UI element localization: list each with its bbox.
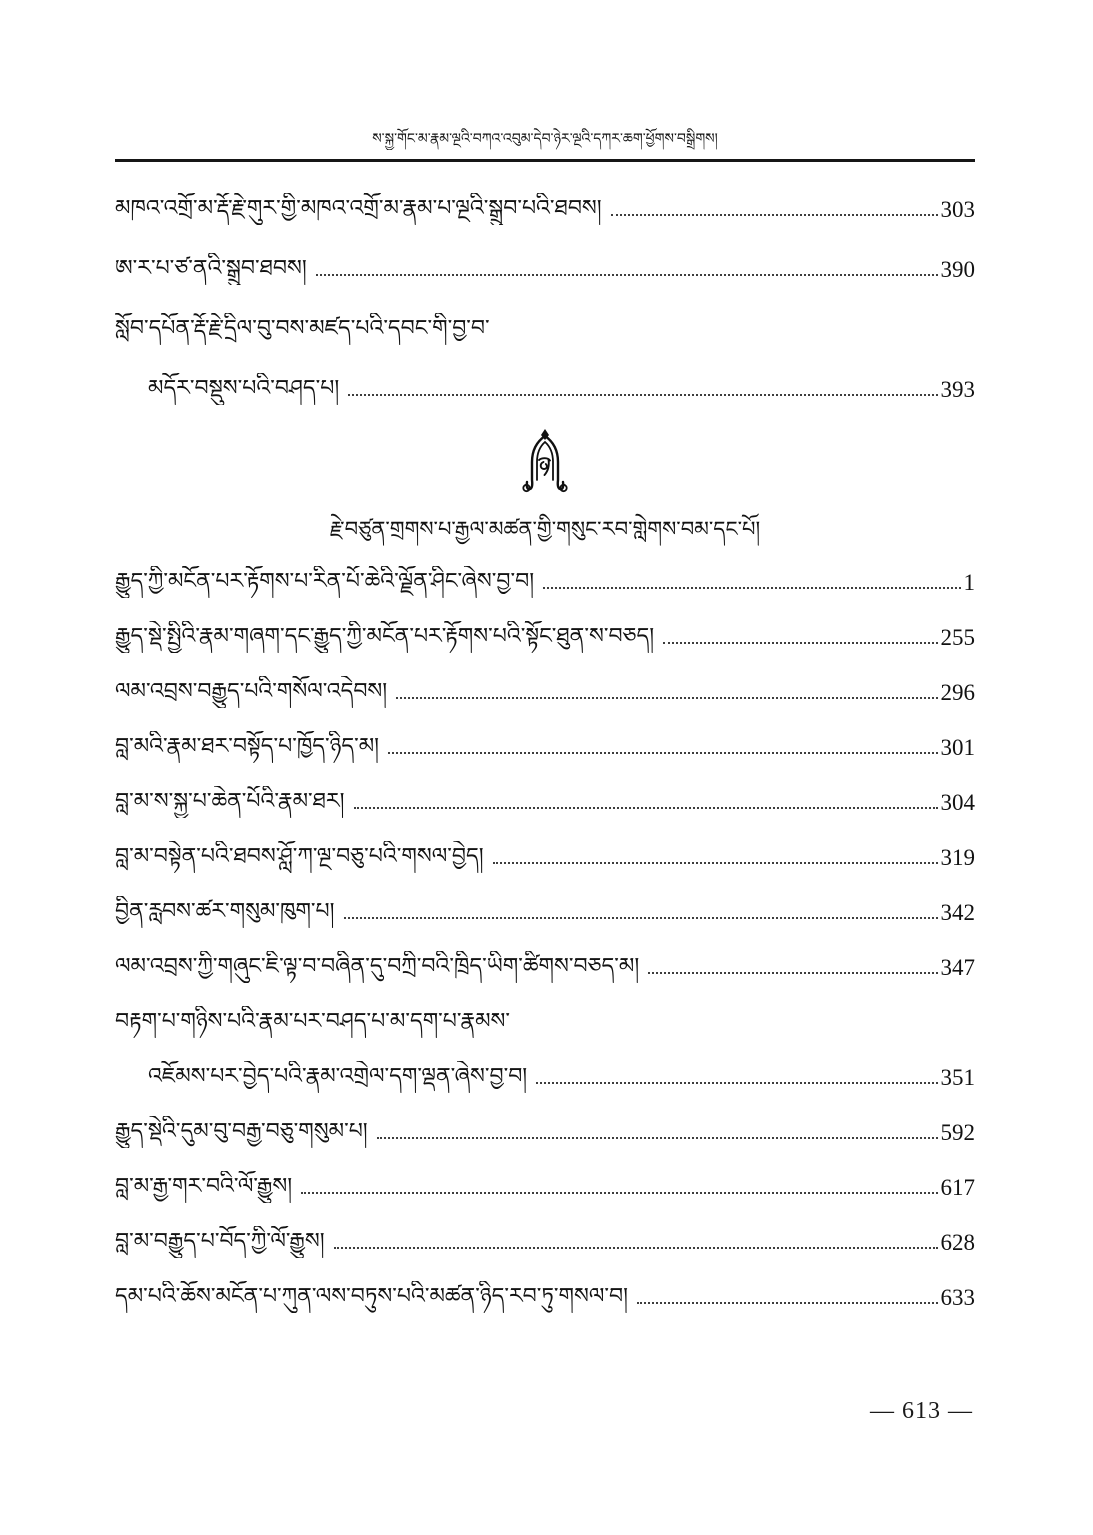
toc-entry-row — [115, 1222, 975, 1258]
toc-page-number: 393 — [940, 377, 975, 402]
folio-number: — 613 — — [870, 1398, 973, 1424]
dot-leader — [648, 972, 937, 974]
toc-entry-row — [115, 1002, 975, 1038]
running-header-text: ས་སྐྱ་གོང་མ་རྣམ་ལྔའི་བཀའ་འབུམ་དེབ་ཉེར་ལྔའི་དཀར་ཆག་ཕྱོགས་བསྒྲིགས། — [372, 131, 718, 147]
dot-leader — [316, 274, 938, 276]
toc-entry-row — [115, 248, 975, 285]
toc-page-number: 347 — [940, 955, 975, 980]
toc-entry-row — [115, 368, 975, 405]
toc-entry-title: སློབ་དཔོན་རྡོ་རྗེ་དྲིལ་བུ་བས་མཛད་པའི་དབང་གི་བྱ་བ་ — [115, 316, 490, 342]
toc-entry-title: བརྟག་པ་གཉིས་པའི་རྣམ་པར་བཤད་པ་མ་དག་པ་རྣམས་ — [115, 1009, 511, 1035]
toc-entry-title: ལམ་འབྲས་ཀྱི་གཞུང་ཇི་ལྟ་བ་བཞིན་དུ་བཀྲི་བའི་ཁྲིད་ཡིག་ཚིགས་བཅད་མ། — [115, 954, 640, 980]
dot-leader — [344, 917, 938, 919]
toc-page-number: 592 — [940, 1120, 975, 1145]
page-content — [115, 0, 975, 1332]
volume-divider — [115, 428, 975, 498]
running-header — [115, 128, 975, 150]
toc-volume-list — [115, 562, 975, 1313]
toc-page-number: 617 — [940, 1175, 975, 1200]
toc-page-number: 342 — [940, 900, 975, 925]
toc-entry-title: བླ་མ་བསྟེན་པའི་ཐབས་ཤློ་ཀ་ལྔ་བཅུ་པའི་གསལ་བྱེད། — [115, 844, 484, 870]
dot-leader — [354, 807, 938, 809]
toc-page-number: 296 — [940, 680, 975, 705]
toc-entry-title: ཨ་ར་པ་ཙ་ནའི་སྒྲུབ་ཐབས། — [115, 256, 307, 282]
toc-entry-title: བླ་མ་ས་སྐྱ་པ་ཆེན་པོའི་རྣམ་ཐར། — [115, 789, 345, 815]
toc-entry-title: ལམ་འབྲས་བརྒྱུད་པའི་གསོལ་འདེབས། — [115, 679, 388, 705]
dot-leader — [663, 642, 937, 644]
toc-entry-row — [115, 1167, 975, 1203]
dot-leader — [348, 394, 937, 396]
toc-page-number: 255 — [940, 625, 975, 650]
toc-entry-row — [115, 308, 975, 345]
toc-entry-title: རྒྱུད་སྡེ་སྤྱིའི་རྣམ་གཞག་དང་རྒྱུད་ཀྱི་མངོན་པར་རྟོགས་པའི་སྟོང་ཐུན་ས་བཅད། — [115, 624, 655, 650]
toc-entry-row — [115, 188, 975, 225]
toc-entry-title: བླ་མའི་རྣམ་ཐར་བསྟོད་པ་ཁྱོད་ཉིད་མ། — [115, 734, 380, 760]
dot-leader — [637, 1302, 938, 1304]
toc-page-number: 303 — [940, 197, 975, 222]
toc-entry-row — [115, 617, 975, 653]
toc-entry-row — [115, 1057, 975, 1093]
toc-page-number: 319 — [940, 845, 975, 870]
toc-entry-row — [115, 562, 975, 598]
toc-page-number: 628 — [940, 1230, 975, 1255]
toc-entry-row — [115, 1112, 975, 1148]
toc-entry-row — [115, 782, 975, 818]
dot-leader — [493, 862, 938, 864]
dot-leader — [543, 587, 960, 589]
volume-title-text: རྗེ་བཙུན་གྲགས་པ་རྒྱལ་མཚན་གྱི་གསུང་རབ་གླེགས་བམ་དང་པོ། — [329, 517, 761, 541]
toc-page-number: 390 — [940, 257, 975, 282]
toc-entry-row — [115, 892, 975, 928]
toc-page-number: 1 — [963, 570, 975, 595]
toc-page-number: 304 — [940, 790, 975, 815]
toc-entry-title: རྒྱུད་ཀྱི་མངོན་པར་རྟོགས་པ་རིན་པོ་ཆེའི་ལྗོན་ཤིང་ཞེས་བྱ་བ། — [115, 569, 535, 595]
toc-entry-title: མདོར་བསྡུས་པའི་བཤད་པ། — [148, 376, 340, 402]
toc-entry-title: མཁའ་འགྲོ་མ་རྡོ་རྗེ་གུར་གྱི་མཁའ་འགྲོ་མ་རྣམ་པ་ལྔའི་སྒྲུབ་པའི་ཐབས། — [115, 196, 602, 222]
toc-entry-row — [115, 947, 975, 983]
toc-entry-title: བླ་མ་རྒྱ་གར་བའི་ལོ་རྒྱུས། — [115, 1174, 293, 1200]
toc-entry-row — [115, 837, 975, 873]
toc-entry-title: རྒྱུད་སྡེའི་དུམ་བུ་བརྒྱ་བཅུ་གསུམ་པ། — [115, 1119, 368, 1145]
dot-leader — [388, 752, 937, 754]
toc-entry-title: བྱིན་རླབས་ཚར་གསུམ་ཁུག་པ། — [115, 899, 335, 925]
toc-entry-row — [115, 672, 975, 708]
dot-leader — [377, 1137, 938, 1139]
toc-page-number: 351 — [940, 1065, 975, 1090]
dot-leader — [611, 214, 938, 216]
toc-front-list — [115, 188, 975, 405]
dot-leader — [396, 697, 937, 699]
toc-entry-title: འཇོམས་པར་བྱེད་པའི་རྣམ་འགྲེལ་དག་ལྡན་ཞེས་བྱ་བ། — [148, 1064, 528, 1090]
toc-page-number: 301 — [940, 735, 975, 760]
volume-title — [115, 512, 975, 546]
toc-entry-title: བླ་མ་བརྒྱུད་པ་བོད་ཀྱི་ལོ་རྒྱུས། — [115, 1229, 325, 1255]
toc-entry-row — [115, 1277, 975, 1313]
toc-entry-title: དམ་པའི་ཆོས་མངོན་པ་ཀུན་ལས་བཏུས་པའི་མཚན་ཉིད་རབ་ཏུ་གསལ་བ། — [115, 1284, 628, 1310]
header-rule — [115, 159, 975, 162]
arched-gateway-ornament-icon — [515, 428, 575, 498]
ornament-letter-na — [539, 458, 550, 475]
dot-leader — [536, 1082, 937, 1084]
toc-entry-row — [115, 727, 975, 763]
dot-leader — [334, 1247, 938, 1249]
dot-leader — [301, 1192, 937, 1194]
toc-page-number: 633 — [940, 1285, 975, 1310]
